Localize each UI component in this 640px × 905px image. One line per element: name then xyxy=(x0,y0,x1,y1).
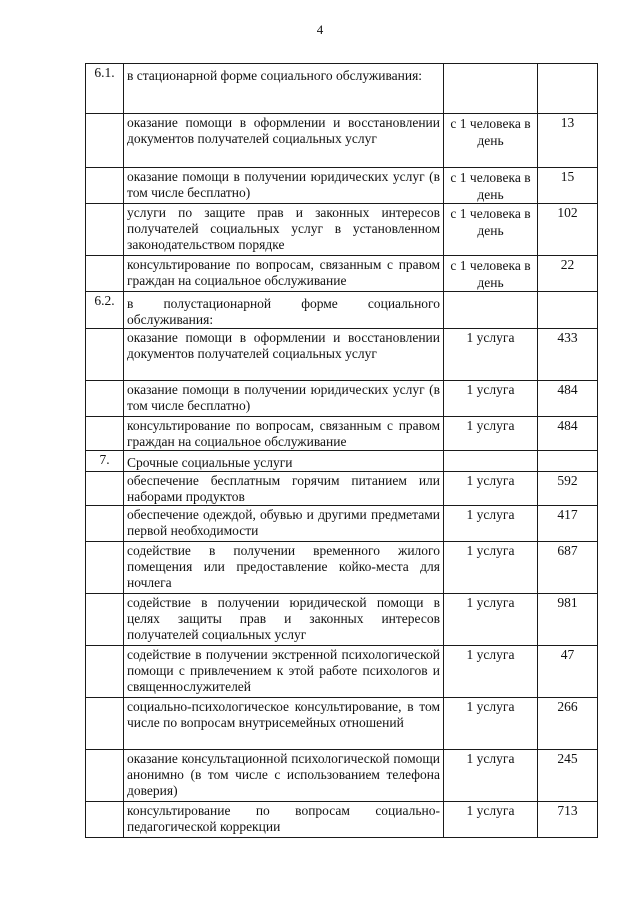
price-value: 245 xyxy=(538,750,598,802)
service-name: содействие в получении временного жилого помещения или предоставление койко-места для ночлега xyxy=(124,542,444,594)
unit-of-measure: 1 услуга xyxy=(444,542,538,594)
price-value: 484 xyxy=(538,381,598,417)
service-name: содействие в получении экстренной психологической помощи с привлечением к этой работе психологов и священнослужителей xyxy=(124,646,444,698)
services-price-table xyxy=(85,63,598,838)
price-value xyxy=(538,64,598,114)
row-number xyxy=(86,542,124,594)
price-value: 981 xyxy=(538,594,598,646)
service-name: социально-психологическое консультирование, в том числе по вопросам внутрисемейных отношений xyxy=(124,698,444,750)
price-value: 687 xyxy=(538,542,598,594)
row-number xyxy=(86,381,124,417)
unit-of-measure: 1 услуга xyxy=(444,417,538,451)
unit-of-measure: с 1 человека в день xyxy=(444,168,538,204)
table-row xyxy=(86,542,598,594)
table-row xyxy=(86,698,598,750)
table-row xyxy=(86,506,598,542)
table-row xyxy=(86,417,598,451)
service-name: консультирование по вопросам социально-педагогической коррекции xyxy=(124,802,444,838)
unit-of-measure: 1 услуга xyxy=(444,802,538,838)
row-number xyxy=(86,472,124,506)
service-name: содействие в получении юридической помощи в целях защиты прав и законных интересов получателей социальных услуг xyxy=(124,594,444,646)
row-number xyxy=(86,114,124,168)
price-value xyxy=(538,292,598,329)
table-row xyxy=(86,381,598,417)
price-value: 102 xyxy=(538,204,598,256)
unit-of-measure: 1 услуга xyxy=(444,750,538,802)
service-name: оказание помощи в оформлении и восстановлении документов получателей социальных услуг xyxy=(124,329,444,381)
price-value: 13 xyxy=(538,114,598,168)
table-row xyxy=(86,802,598,838)
unit-of-measure: 1 услуга xyxy=(444,329,538,381)
service-name: консультирование по вопросам, связанным с правом граждан на социальное обслуживание xyxy=(124,417,444,451)
unit-of-measure: с 1 человека в день xyxy=(444,256,538,292)
price-value xyxy=(538,451,598,472)
table-row xyxy=(86,114,598,168)
service-name: обеспечение одеждой, обувью и другими предметами первой необходимости xyxy=(124,506,444,542)
price-value: 592 xyxy=(538,472,598,506)
service-name: оказание помощи в оформлении и восстановлении документов получателей социальных услуг xyxy=(124,114,444,168)
section-row xyxy=(86,451,598,472)
row-number xyxy=(86,646,124,698)
price-value: 484 xyxy=(538,417,598,451)
row-number xyxy=(86,698,124,750)
table-row xyxy=(86,168,598,204)
unit-of-measure: с 1 человека в день xyxy=(444,204,538,256)
table-row xyxy=(86,750,598,802)
table-row xyxy=(86,472,598,506)
row-number xyxy=(86,750,124,802)
unit-of-measure xyxy=(444,451,538,472)
price-value: 15 xyxy=(538,168,598,204)
unit-of-measure xyxy=(444,292,538,329)
unit-of-measure: 1 услуга xyxy=(444,381,538,417)
service-name: Срочные социальные услуги xyxy=(124,451,444,472)
row-number xyxy=(86,256,124,292)
section-row xyxy=(86,292,598,329)
service-name: оказание консультационной психологической помощи анонимно (в том числе с использованием телефона доверия) xyxy=(124,750,444,802)
table-row xyxy=(86,329,598,381)
price-value: 266 xyxy=(538,698,598,750)
page-number: 4 xyxy=(316,22,324,37)
row-number xyxy=(86,802,124,838)
service-name: в стационарной форме социального обслуживания: xyxy=(124,64,444,114)
price-value: 433 xyxy=(538,329,598,381)
table-row xyxy=(86,646,598,698)
section-row xyxy=(86,64,598,114)
table-row xyxy=(86,594,598,646)
unit-of-measure: 1 услуга xyxy=(444,472,538,506)
row-number: 6.1. xyxy=(86,64,124,114)
price-value: 47 xyxy=(538,646,598,698)
unit-of-measure: с 1 человека в день xyxy=(444,114,538,168)
unit-of-measure: 1 услуга xyxy=(444,646,538,698)
unit-of-measure xyxy=(444,64,538,114)
service-name: консультирование по вопросам, связанным с правом граждан на социальное обслуживание xyxy=(124,256,444,292)
table-row xyxy=(86,256,598,292)
row-number xyxy=(86,204,124,256)
row-number: 6.2. xyxy=(86,292,124,329)
row-number xyxy=(86,329,124,381)
service-name: оказание помощи в получении юридических услуг (в том числе бесплатно) xyxy=(124,168,444,204)
service-name: оказание помощи в получении юридических услуг (в том числе бесплатно) xyxy=(124,381,444,417)
price-value: 22 xyxy=(538,256,598,292)
unit-of-measure: 1 услуга xyxy=(444,698,538,750)
price-value: 713 xyxy=(538,802,598,838)
row-number xyxy=(86,168,124,204)
service-name: в полустационарной форме социального обслуживания: xyxy=(124,292,444,329)
table-row xyxy=(86,204,598,256)
price-value: 417 xyxy=(538,506,598,542)
row-number xyxy=(86,594,124,646)
row-number xyxy=(86,417,124,451)
unit-of-measure: 1 услуга xyxy=(444,594,538,646)
service-name: услуги по защите прав и законных интересов получателей социальных услуг в установленном законодательством порядке xyxy=(124,204,444,256)
row-number xyxy=(86,506,124,542)
service-name: обеспечение бесплатным горячим питанием или наборами продуктов xyxy=(124,472,444,506)
unit-of-measure: 1 услуга xyxy=(444,506,538,542)
row-number: 7. xyxy=(86,451,124,472)
